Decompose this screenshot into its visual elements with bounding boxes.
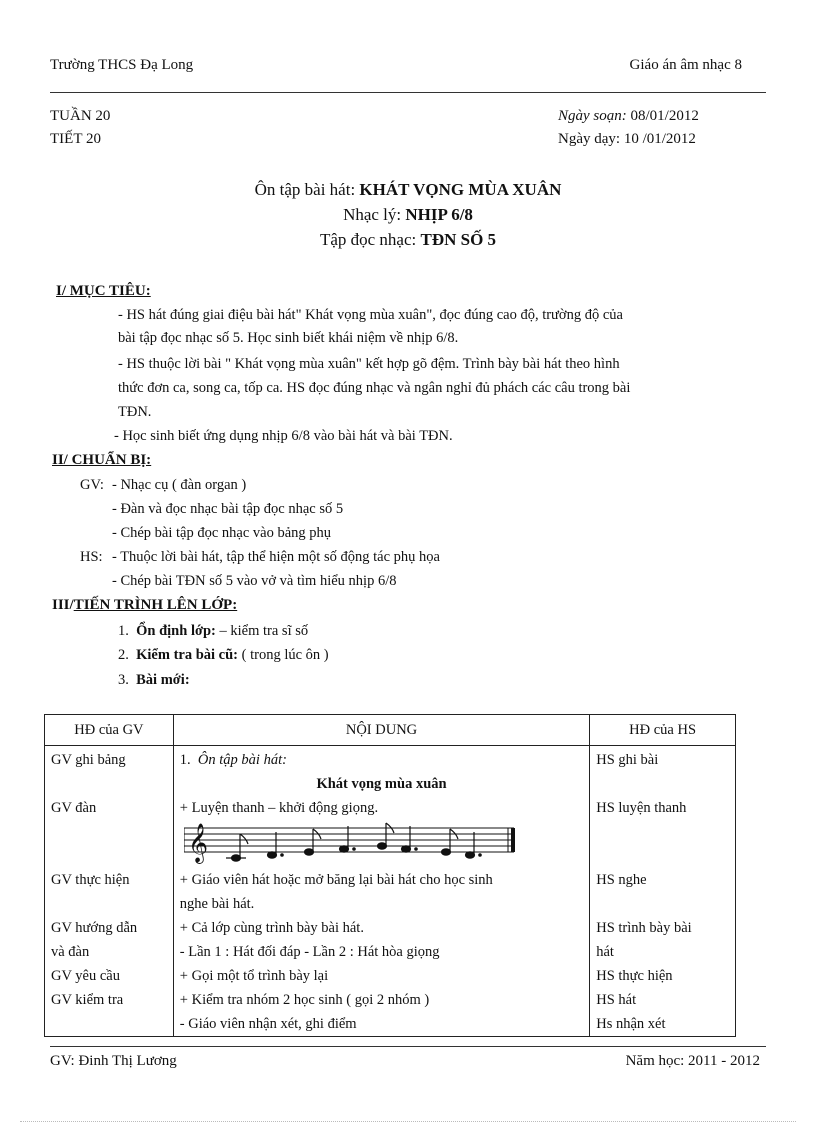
content-subheading [180,748,583,772]
hs-cell [596,772,729,796]
procedure-step [118,672,190,689]
title-theory [0,205,816,225]
content-line: + Kiểm tra nhóm 2 học sinh ( gọi 2 nhóm ) [179,992,430,1008]
music-staff-icon [184,820,524,866]
content-sub-number: 1. [179,752,191,768]
title-3-prefix: Tập đọc nhạc: [319,230,417,249]
table-header-row [45,715,736,746]
step-detail: – kiểm tra sĩ số [215,623,309,639]
hs-prep-label: HS: [80,549,103,565]
title-3-bold: TĐN SỐ 5 [420,230,497,249]
procedure-prefix: III/ [52,597,74,613]
step-number: 2. [118,647,129,663]
activity-table [44,714,736,1037]
header-content: NỘI DUNG [173,715,589,746]
footer-divider [50,1046,766,1047]
teach-date-label: Ngày dạy: [558,131,621,147]
content-line: + Luyện thanh – khởi động giọng. [179,800,379,816]
gv-cell [51,892,167,916]
hs-cell: HS ghi bài [596,752,659,768]
svg-text:𝄞: 𝄞 [187,823,208,863]
gv-prep-item: - Nhạc cụ ( đàn organ ) [112,477,247,493]
hs-cell: HS nghe [596,872,647,888]
step-title: Ổn định lớp: [136,623,216,639]
section-procedure-heading [52,597,237,614]
prep-date-value: 08/01/2012 [630,108,699,124]
step-title: Kiểm tra bài cũ: [136,647,239,663]
hs-cell [596,892,729,916]
header-subject: Giáo án âm nhạc 8 [629,57,742,73]
step-detail: ( trong lúc ôn ) [238,647,329,663]
prep-date [558,108,699,125]
hs-prep-item: - Chép bài TĐN số 5 vào vở và tìm hiểu nhịp 6/8 [112,573,397,589]
prep-date-label: Ngày soạn: [558,108,627,124]
song-title: Khát vọng mùa xuân [316,776,447,792]
gv-cell: GV ghi bảng [51,752,126,768]
hs-cell: HS trình bày bài [596,920,692,936]
gv-cell: GV kiểm tra [51,992,124,1008]
header-teacher-activity: HĐ của GV [45,715,174,746]
content-line: + Giáo viên hát hoặc mở băng lại bài hát cho học sinh [179,872,493,888]
procedure-step [118,623,308,640]
table-row [45,746,736,1037]
header-divider [50,92,766,93]
gv-column [45,746,174,1037]
hs-cell: Hs nhận xét [596,1016,666,1032]
content-line: - Lần 1 : Hát đối đáp - Lần 2 : Hát hòa giọng [179,944,440,960]
header-student-activity: HĐ của HS [590,715,736,746]
step-title: Bài mới: [136,672,190,688]
gv-cell: và đàn [51,944,90,960]
hs-prep-item: - Thuộc lời bài hát, tập thể hiện một số động tác phụ họa [112,549,440,565]
content-column [173,746,589,1037]
gv-prep-item: - Đàn và đọc nhạc bài tập đọc nhạc số 5 [112,501,344,517]
procedure-step [118,647,329,664]
gv-prep-item: - Chép bài tập đọc nhạc vào bảng phụ [112,525,332,541]
content-line: + Gọi một tổ trình bày lại [179,968,329,984]
gv-cell: GV yêu cầu [51,968,120,984]
title-1-prefix: Ôn tập bài hát: [254,180,356,199]
gv-cell [51,772,167,796]
teach-date [558,131,696,148]
footer-school-year: Năm học: 2011 - 2012 [625,1053,760,1069]
title-review-song [0,180,816,200]
title-1-bold: KHÁT VỌNG MÙA XUÂN [359,180,562,199]
gv-prep-label: GV: [80,477,104,493]
header-school: Trường THCS Đạ Long [50,57,194,73]
objective-line: thức đơn ca, song ca, tốp ca. HS đọc đúng nhạc và ngân nghỉ đủ phách các câu trong bài [118,380,631,396]
objective-line: - Học sinh biết ứng dụng nhịp 6/8 vào bài hát và bài TĐN. [114,428,453,444]
footer-teacher: GV: Đinh Thị Lương [50,1053,177,1069]
gv-cell: GV thực hiện [51,872,130,888]
step-number: 1. [118,623,129,639]
title-2-bold: NHỊP 6/8 [405,205,473,224]
title-2-prefix: Nhạc lý: [343,205,402,224]
step-number: 3. [118,672,129,688]
page-edge [20,1121,796,1122]
gv-cell [51,1012,167,1036]
hs-cell: HS thực hiện [596,968,673,984]
hs-cell: hát [596,944,614,960]
hs-cell: HS hát [596,992,637,1008]
content-line: + Cả lớp cùng trình bày bài hát. [179,920,364,936]
objective-line: TĐN. [118,404,152,420]
hs-cell: HS luyện thanh [596,800,687,816]
gv-cell: GV đàn [51,800,97,816]
section-objectives-heading: I/ MỤC TIÊU: [56,283,151,299]
vocal-warmup-staff [180,820,583,868]
lesson-label: TIẾT 20 [50,131,101,147]
hs-column [590,746,736,1037]
objective-line: - HS hát đúng giai điệu bài hát" Khát vọng mùa xuân", đọc đúng cao độ, trường độ của [118,307,623,323]
procedure-title: TIẾN TRÌNH LÊN LỚP: [73,597,238,613]
week-label: TUẦN 20 [50,108,111,124]
content-line: - Giáo viên nhận xét, ghi điểm [179,1016,357,1032]
section-preparation-heading: II/ CHUẨN BỊ: [52,452,152,468]
content-sub-title: Ôn tập bài hát: [197,752,287,768]
objective-line: bài tập đọc nhạc số 5. Học sinh biết khái niệm về nhịp 6/8. [118,330,459,346]
title-sight-reading [0,230,816,250]
content-line: nghe bài hát. [179,896,255,912]
objective-line: - HS thuộc lời bài " Khát vọng mùa xuân" kết hợp gõ đệm. Trình bày bài hát theo hình [118,356,620,372]
teach-date-value: 10 /01/2012 [623,131,696,147]
gv-cell: GV hướng dẫn [51,920,138,936]
